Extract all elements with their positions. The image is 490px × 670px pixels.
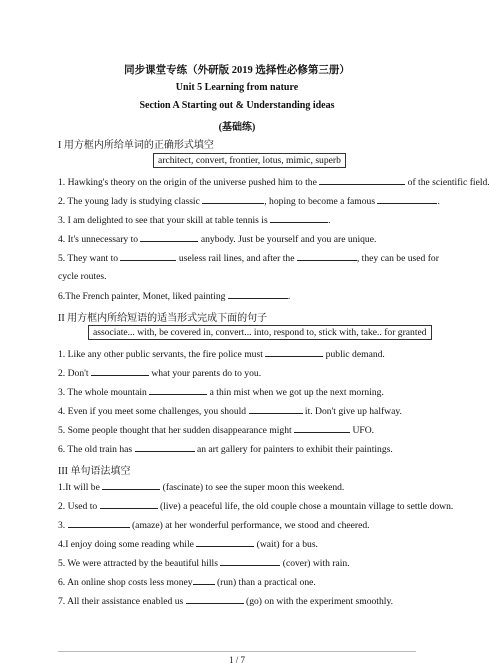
part2-item-5: 5. Some people thought that her sudden disappearance might UFO. [58,425,375,436]
part1-item-5: 5. They want to useless rail lines, and after the , they can be used for [58,253,439,264]
answer-blank[interactable] [202,195,264,204]
part3-heading: III 单句语法填空 [58,466,131,477]
part2-item-4: 4. Even if you meet some challenges, you should it. Don't give up halfway. [58,406,402,417]
section-title: Section A Starting out & Understanding ideas [139,100,335,111]
answer-blank[interactable] [196,538,254,547]
part2-phrase-box: associate... with, be covered in, convert... into, respond to, stick with, take.. for granted [88,325,432,340]
part1-item-6: 6.The French painter, Monet, liked painting . [58,291,291,302]
worksheet-title: 同步课堂专练（外研版 2019 选择性必修第三册） [124,65,350,76]
answer-blank[interactable] [228,290,288,299]
answer-blank[interactable] [297,252,357,261]
part2-item-1: 1. Like any other public servants, the fire police must public demand. [58,349,385,360]
part2-item-6: 6. The old train has an art gallery for painters to exhibit their paintings. [58,444,393,455]
part3-item-5: 5. We were attracted by the beautiful hills (cover) with rain. [58,558,350,569]
answer-blank[interactable] [102,481,160,490]
part2-item-3: 3. The whole mountain a thin mist when we got up the next morning. [58,387,384,398]
part3-item-7: 7. All their assistance enabled us (go) on with the experiment smoothly. [58,596,394,607]
answer-blank[interactable] [68,519,130,528]
answer-blank[interactable] [100,500,158,509]
answer-blank[interactable] [249,405,303,414]
answer-blank[interactable] [193,576,215,585]
answer-blank[interactable] [120,252,176,261]
part1-heading: I 用方框内所给单词的正确形式填空 [58,140,214,151]
level-label: (基础练) [218,122,256,133]
footer-divider [58,651,416,652]
part2-heading: II 用方框内所给短语的适当形式完成下面的句子 [58,313,268,324]
answer-blank[interactable] [220,557,280,566]
answer-blank[interactable] [319,176,405,185]
part1-item-5-cont: cycle routes. [58,271,107,282]
part1-item-2: 2. The young lady is studying classic , hoping to become a famous . [58,196,440,207]
page-number: 1 / 7 [228,655,245,665]
part2-item-2: 2. Don't what your parents do to you. [58,368,262,379]
answer-blank[interactable] [140,233,198,242]
part3-item-2: 2. Used to (live) a peaceful life, the old couple chose a mountain village to settle down. [58,501,454,512]
unit-title: Unit 5 Learning from nature [175,82,299,93]
answer-blank[interactable] [270,214,328,223]
part1-item-1: 1. Hawking's theory on the origin of the universe pushed him to the of the scientific field. [58,177,490,188]
part3-item-3: 3. (amaze) at her wonderful performance, we stood and cheered. [58,520,370,531]
answer-blank[interactable] [377,195,437,204]
part3-item-4: 4.I enjoy doing some reading while (wait) for a bus. [58,539,318,550]
answer-blank[interactable] [265,348,323,357]
part1-word-box: architect, convert, frontier, lotus, mimic, superb [153,153,346,168]
part1-item-3: 3. I am delighted to see that your skill at table tennis is . [58,215,331,226]
answer-blank[interactable] [186,595,244,604]
part1-item-4: 4. It's unnecessary to anybody. Just be yourself and you are unique. [58,234,377,245]
answer-blank[interactable] [135,443,195,452]
answer-blank[interactable] [91,367,149,376]
answer-blank[interactable] [149,386,207,395]
part3-item-6: 6. An online shop costs less money (run) than a practical one. [58,577,316,588]
answer-blank[interactable] [294,424,350,433]
part3-item-1: 1.It will be (fascinate) to see the super moon this weekend. [58,482,345,493]
